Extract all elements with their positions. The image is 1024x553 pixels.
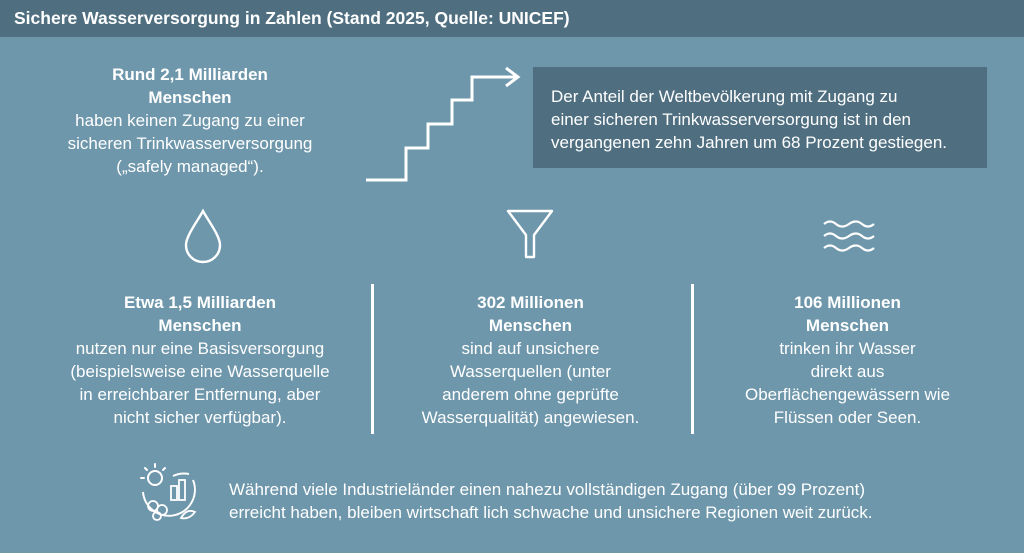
stat-description-line: haben keinen Zugang zu einer (75, 111, 305, 130)
landscape-sun-icon (135, 458, 203, 526)
callout-line: Der Anteil der Weltbevölkerung mit Zugang zu (551, 87, 898, 106)
waves-icon (822, 219, 876, 253)
stat-description-line: Wasserquellen (unter (450, 362, 611, 381)
column-divider (691, 284, 694, 434)
stairs-arrow-icon (360, 62, 530, 187)
footer-text (229, 478, 949, 524)
stat-description-line: in erreichbarer Entfernung, aber (79, 385, 321, 404)
stat-description-line: Oberflächengewässern wie (744, 385, 951, 404)
callout-box (533, 67, 987, 168)
stat-description-line: („safely managed“). (116, 157, 264, 176)
stat-figure: 302 Millionen (477, 293, 584, 312)
stat-description-line: anderem ohne geprüfte (442, 385, 619, 404)
header-bar (0, 0, 1024, 37)
stat-figure: Rund 2,1 Milliarden (112, 65, 268, 84)
stat-figure-unit: Menschen (148, 88, 232, 107)
stat-block-unsafe-sources (388, 291, 673, 429)
stat-description-line: Flüssen oder Seen. (773, 408, 922, 427)
stat-description-line: (beispielsweise eine Wasserquelle (70, 362, 330, 381)
water-drop-icon (183, 208, 223, 264)
page-title: Sichere Wasserversorgung in Zahlen (Stand 2025, Quelle: UNICEF) (14, 8, 570, 28)
stat-block-no-safe-access (45, 63, 335, 178)
stat-figure-unit: Menschen (158, 316, 242, 335)
stat-description-line: nicht sicher verfügbar). (113, 408, 287, 427)
stat-block-basic-supply (40, 291, 360, 429)
stat-figure: 106 Millionen (794, 293, 901, 312)
stat-description-line: Wasserqualität) angewiesen. (421, 408, 640, 427)
footer-line: Während viele Industrieländer einen nahezu vollständigen Zugang (über 99 Prozent) (229, 480, 866, 499)
stat-figure-unit: Menschen (488, 316, 573, 335)
stat-description-line: nutzen nur eine Basisversorgung (75, 339, 325, 358)
callout-line: einer sicheren Trinkwasserversorgung ist in den (551, 110, 912, 129)
footer-line: erreicht haben, bleiben wirtschaft lich schwache und unsichere Regionen weit zurück. (229, 503, 873, 522)
column-divider (371, 284, 374, 434)
stat-figure-unit: Menschen (805, 316, 890, 335)
callout-line: vergangenen zehn Jahren um 68 Prozent gestiegen. (551, 133, 947, 152)
stat-description-line: sicheren Trinkwasserversorgung (67, 134, 313, 153)
stat-description-line: trinken ihr Wasser (779, 339, 916, 358)
stat-figure: Etwa 1,5 Milliarden (123, 293, 277, 312)
stat-block-surface-water (705, 291, 990, 429)
stat-description-line: direkt aus (810, 362, 885, 381)
stat-description-line: sind auf unsichere (461, 339, 600, 358)
funnel-icon (504, 207, 556, 261)
